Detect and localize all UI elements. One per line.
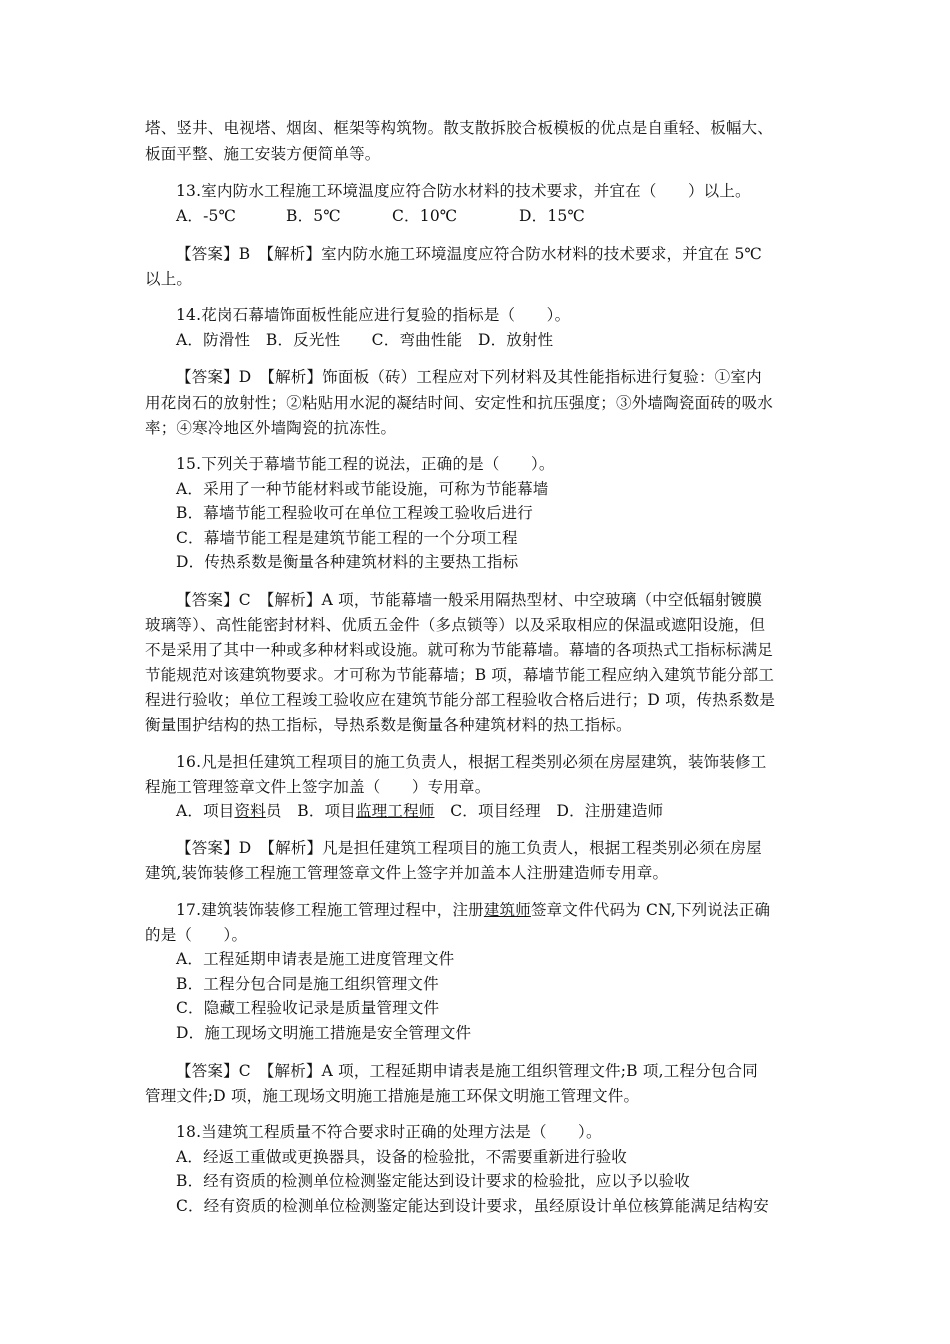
- question-16-options: [176, 800, 663, 822]
- answer-line: 【答案】D 【解析】饰面板（砖）工程应对下列材料及其性能指标进行复验：①室内: [176, 368, 762, 386]
- answer-line: 【答案】C 【解析】A 项，工程延期申请表是施工组织管理文件;B 项,工程分包合同: [176, 1062, 758, 1080]
- option-d: D．15℃: [519, 207, 585, 225]
- answer-line: 节能规范对该建筑物要求。才可称为节能幕墙；B 项，幕墙节能工程应纳入建筑节能分部工: [145, 666, 775, 684]
- stem-text: 签章文件代码为 CN,下列说法正确: [530, 901, 771, 919]
- stem-text: 17.建筑装饰装修工程施工管理过程中，注册: [176, 901, 484, 919]
- question-17-stem: [176, 899, 770, 921]
- option-c: C．幕墙节能工程是建筑节能工程的一个分项工程: [176, 529, 518, 547]
- option-a: A．采用了一种节能材料或节能设施，可称为节能幕墙: [176, 480, 549, 498]
- option-c: C．隐藏工程验收记录是质量管理文件: [176, 999, 440, 1017]
- option-b: B．经有资质的检测单位检测鉴定能达到设计要求的检验批，应以予以验收: [176, 1172, 690, 1190]
- option-c: C．经有资质的检测单位检测鉴定能达到设计要求，虽经原设计单位核算能满足结构安: [176, 1197, 769, 1215]
- answer-line: 以上。: [145, 270, 193, 288]
- underlined-text: 监理工程师: [356, 802, 435, 820]
- option-text: A．项目: [176, 802, 235, 820]
- question-16-stem: 16.凡是担任建筑工程项目的施工负责人，根据工程类别必须在房屋建筑，装饰装修工: [176, 753, 767, 771]
- question-18-stem: 18.当建筑工程质量不符合要求时正确的处理方法是（ ）。: [176, 1123, 602, 1141]
- option-b: B．5℃: [286, 207, 341, 225]
- option-c: C．10℃: [392, 207, 458, 225]
- question-16-stem: 程施工管理签章文件上签字加盖（ ）专用章。: [145, 778, 491, 796]
- paragraph-line: 板面平整、施工安装方便简单等。: [145, 145, 381, 163]
- question-17-stem: 的是（ ）。: [145, 926, 248, 944]
- question-13-stem: 13.室内防水工程施工环境温度应符合防水材料的技术要求，并宜在（ ）以上。: [176, 182, 751, 200]
- option-a: A．-5℃: [176, 207, 237, 225]
- answer-line: 衡量围护结构的热工指标，导热系数是衡量各种建筑材料的热工指标。: [145, 716, 632, 734]
- option-text: 员 B．项目: [265, 802, 356, 820]
- answer-line: 率；④寒冷地区外墙陶瓷的抗冻性。: [145, 419, 397, 437]
- option-b: B．工程分包合同是施工组织管理文件: [176, 975, 439, 993]
- answer-line: 【答案】C 【解析】A 项，节能幕墙一般采用隔热型材、中空玻璃（中空低辐射镀膜: [176, 591, 763, 609]
- answer-line: 玻璃等）、高性能密封材料、优质五金件（多点锁等）以及采取相应的保温或遮阳设施，但: [145, 616, 766, 634]
- option-a: A．经返工重做或更换器具，设备的检验批，不需要重新进行验收: [176, 1148, 627, 1166]
- option-a: A．工程延期申请表是施工进度管理文件: [176, 950, 455, 968]
- answer-line: 不是采用了其中一种或多种材料或设施。就可称为节能幕墙。幕墙的各项热式工指标标满足: [145, 641, 774, 659]
- question-15-stem: 15.下列关于幕墙节能工程的说法，正确的是（ ）。: [176, 455, 555, 473]
- answer-line: 程进行验收；单位工程竣工验收应在建筑节能分部工程验收合格后进行；D 项，传热系数是: [145, 691, 776, 709]
- paragraph-line: 塔、竖井、电视塔、烟囱、框架等构筑物。散支散拆胶合板模板的优点是自重轻、板幅大、: [145, 119, 774, 137]
- option-d: D．施工现场文明施工措施是安全管理文件: [176, 1024, 472, 1042]
- answer-line: 管理文件;D 项，施工现场文明施工措施是施工环保文明施工管理文件。: [145, 1087, 640, 1105]
- answer-line: 用花岗石的放射性；②粘贴用水泥的凝结时间、安定性和抗压强度；③外墙陶瓷面砖的吸水: [145, 394, 774, 412]
- answer-line: 建筑,装饰装修工程施工管理签章文件上签字并加盖本人注册建造师专用章。: [145, 864, 669, 882]
- underlined-text: 资料: [234, 802, 266, 820]
- question-14-stem: 14.花岗石幕墙饰面板性能应进行复验的指标是（ ）。: [176, 306, 571, 324]
- option-d: D．传热系数是衡量各种建筑材料的主要热工指标: [176, 553, 519, 571]
- option-text: C．项目经理 D．注册建造师: [434, 802, 664, 820]
- question-14-options: A．防滑性 B．反光性 C．弯曲性能 D．放射性: [176, 331, 554, 349]
- option-b: B．幕墙节能工程验收可在单位工程竣工验收后进行: [176, 504, 533, 522]
- underlined-text: 建筑师: [483, 901, 531, 919]
- answer-line: 【答案】B 【解析】室内防水施工环境温度应符合防水材料的技术要求，并宜在 5℃: [176, 245, 763, 263]
- answer-line: 【答案】D 【解析】凡是担任建筑工程项目的施工负责人，根据工程类别必须在房屋: [176, 839, 762, 857]
